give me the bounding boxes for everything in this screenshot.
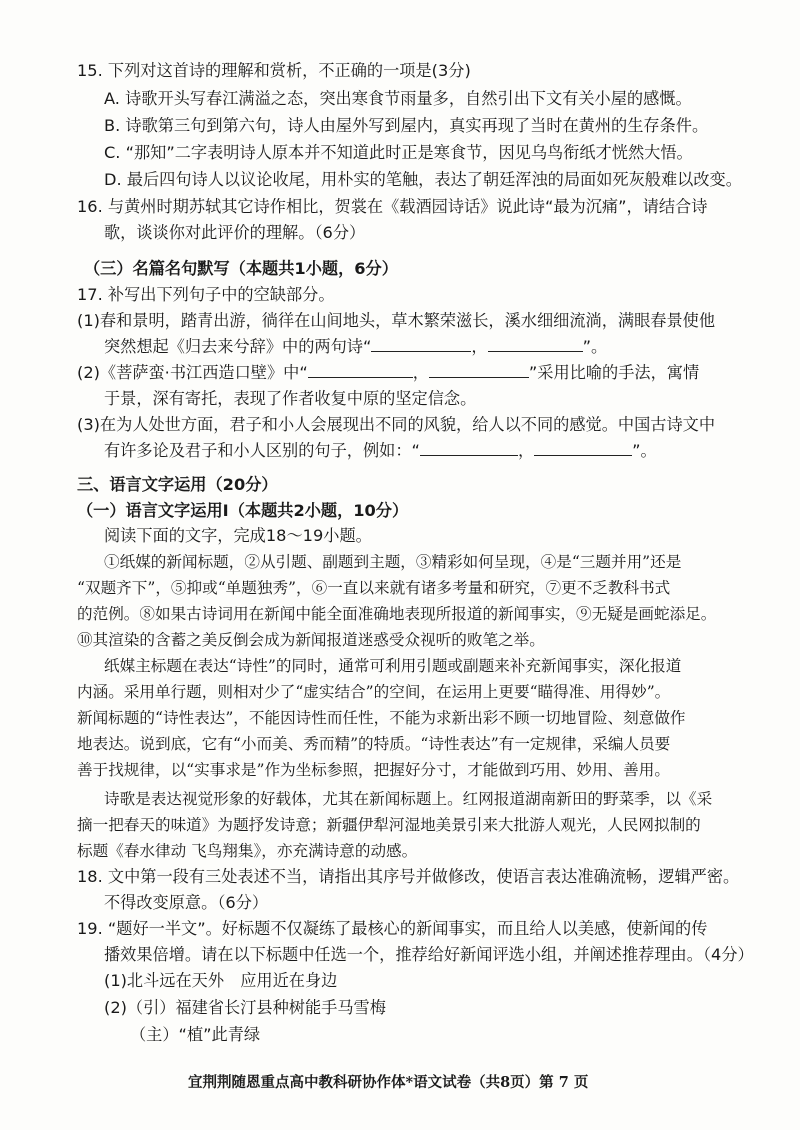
q19-line1: 19. “题好一半文”。好标题不仅凝练了最核心的新闻事实，而且给人以美感，使新闻的传 xyxy=(77,919,708,938)
q17-item2-line2: 于景，深有寄托，表现了作者收复中原的坚定信念。 xyxy=(104,389,477,408)
passage-p2-line2: 内涵。采用单行题，则相对少了“虚实结合”的空间，在运用上更要“瞄得准、用得妙”。 xyxy=(77,683,671,701)
q15-option-b: B. 诗歌第三句到第六句，诗人由屋外写到屋内，真实再现了当时在黄州的生存条件。 xyxy=(104,116,709,135)
passage-p1-line1: ①纸媒的新闻标题，②从引题、副题到主题，③精彩如何呈现，④是“三题并用”还是 xyxy=(104,553,682,571)
q16-line2: 歌，谈谈你对此评价的理解。（6分） xyxy=(104,223,366,242)
q17-item2-text: (2)《菩萨蛮·书江西造口壁》中“ xyxy=(77,363,308,382)
q17-item1-end: ”。 xyxy=(582,337,608,356)
passage-p1-line2: “双题齐下”，⑤抑或“单题独秀”，⑥一直以来就有诸多考量和研究，⑦更不乏教科书式 xyxy=(77,579,671,597)
q18-line2: 不得改变原意。（6分） xyxy=(104,893,269,912)
q15-stem: 15. 下列对这首诗的理解和赏析，不正确的一项是(3分) xyxy=(77,61,471,80)
q17-item3-text: 有许多论及君子和小人区别的句子，例如：“ xyxy=(104,441,420,460)
q15-option-a: A. 诗歌开头写春江满溢之态，突出寒食节雨量多，自然引出下文有关小屋的感慨。 xyxy=(104,89,692,108)
q15-option-d: D. 最后四句诗人以议论收尾，用朴实的笔触，表达了朝廷浑浊的局面如死灰般难以改变。 xyxy=(104,170,742,189)
q17-item3-line1: (3)在为人处世方面，君子和小人会展现出不同的风貌，给人以不同的感觉。中国古诗文中 xyxy=(77,415,716,434)
q17-item2-end: ”采用比喻的手法，寓情 xyxy=(528,363,700,382)
passage-p1-line3: 的范例。⑧如果古诗词用在新闻中能全面准确地表现所报道的新闻事实，⑨无疑是画蛇添足。 xyxy=(77,605,717,623)
passage-p1-line4: ⑩其渲染的含蓄之美反倒会成为新闻报道迷惑受众视听的败笔之举。 xyxy=(77,631,545,649)
q18-line1: 18. 文中第一段有三处表述不当，请指出其序号并做修改，使语言表达准确流畅，逻辑严密。 xyxy=(77,867,740,886)
part-3-sub-heading: （一）语言文字运用Ⅰ（本题共2小题，10分） xyxy=(77,501,409,520)
passage-p2-line1: 纸媒主标题在表达“诗性”的同时，通常可利用引题或副题来补充新闻事实，深化报道 xyxy=(104,657,682,675)
q17-item2-blank-1[interactable] xyxy=(308,363,413,378)
passage-p2-line3: 新闻标题的“诗性表达”，不能因诗性而任性，不能为求新出彩不顾一切地冒险、刻意做作 xyxy=(77,709,686,727)
q19-line2: 播效果倍增。请在以下标题中任选一个，推荐给好新闻评选小组，并阐述推荐理由。（4分） xyxy=(104,945,754,964)
q17-item1-sep: ， xyxy=(471,337,488,356)
passage-p3-line3: 标题《春水律动 飞鸟翔集》，亦充满诗意的动感。 xyxy=(77,842,418,860)
q17-item1-blank-1[interactable] xyxy=(371,337,471,352)
passage-p3-line1: 诗歌是表达视觉形象的好载体，尤其在新闻标题上。红网报道湖南新田的野菜季，以《采 xyxy=(104,790,713,808)
q19-option-2-main: （主）“植”此青绿 xyxy=(130,1025,261,1044)
q19-option-2-lead: (2)（引）福建省长汀县种树能手马雪梅 xyxy=(104,998,386,1017)
q17-item2-line1 xyxy=(77,362,699,384)
q17-item2-sep: ， xyxy=(412,363,429,382)
q17-item1-line2 xyxy=(104,336,607,358)
q17-item1-blank-2[interactable] xyxy=(488,337,583,352)
q17-item3-sep: ， xyxy=(517,441,535,460)
q17-item3-end: ”。 xyxy=(632,441,657,460)
q17-item3-blank-1[interactable] xyxy=(420,441,518,456)
passage-p2-line5: 善于找规律，以“实事求是”作为坐标参照，把握好分寸，才能做到巧用、妙用、善用。 xyxy=(77,761,670,779)
part-3-heading: 三、语言文字运用（20分） xyxy=(77,475,278,494)
passage-p2-line4: 地表达。说到底，它有“小而美、秀而精”的特质。“诗性表达”有一定规律，采编人员要 xyxy=(77,735,671,753)
q15-option-c: C. “那知”二字表明诗人原本并不知道此时正是寒食节，因见乌鸟衔纸才恍然大悟。 xyxy=(104,143,693,162)
reading-instruction: 阅读下面的文字，完成18～19小题。 xyxy=(104,526,372,545)
q17-item3-blank-2[interactable] xyxy=(534,441,632,456)
q17-item2-blank-2[interactable] xyxy=(429,363,529,378)
section-3-heading: （三）名篇名句默写（本题共1小题，6分） xyxy=(84,259,398,278)
q17-item1-text: 突然想起《归去来兮辞》中的两句诗“ xyxy=(104,337,372,356)
passage-p3-line2: 摘一把春天的味道》为题抒发诗意；新疆伊犁河湿地美景引来大批游人观光，人民网拟制的 xyxy=(77,816,701,834)
q17-stem: 17. 补写出下列句子中的空缺部分。 xyxy=(77,285,335,304)
q17-item1-line1: (1)春和景明，踏青出游，徜徉在山间地头，草木繁荣滋长，溪水细细流淌，满眼春景使他 xyxy=(77,311,716,330)
page-footer: 宜荆荆随恩重点高中教科研协作体*语文试卷（共8页）第 7 页 xyxy=(188,1074,589,1091)
q16-line1: 16. 与黄州时期苏轼其它诗作相比，贺裳在《载酒园诗话》说此诗“最为沉痛”，请结合诗 xyxy=(77,197,708,216)
q19-option-1: (1)北斗远在天外 应用近在身边 xyxy=(104,971,338,990)
q17-item3-line2 xyxy=(104,440,657,462)
